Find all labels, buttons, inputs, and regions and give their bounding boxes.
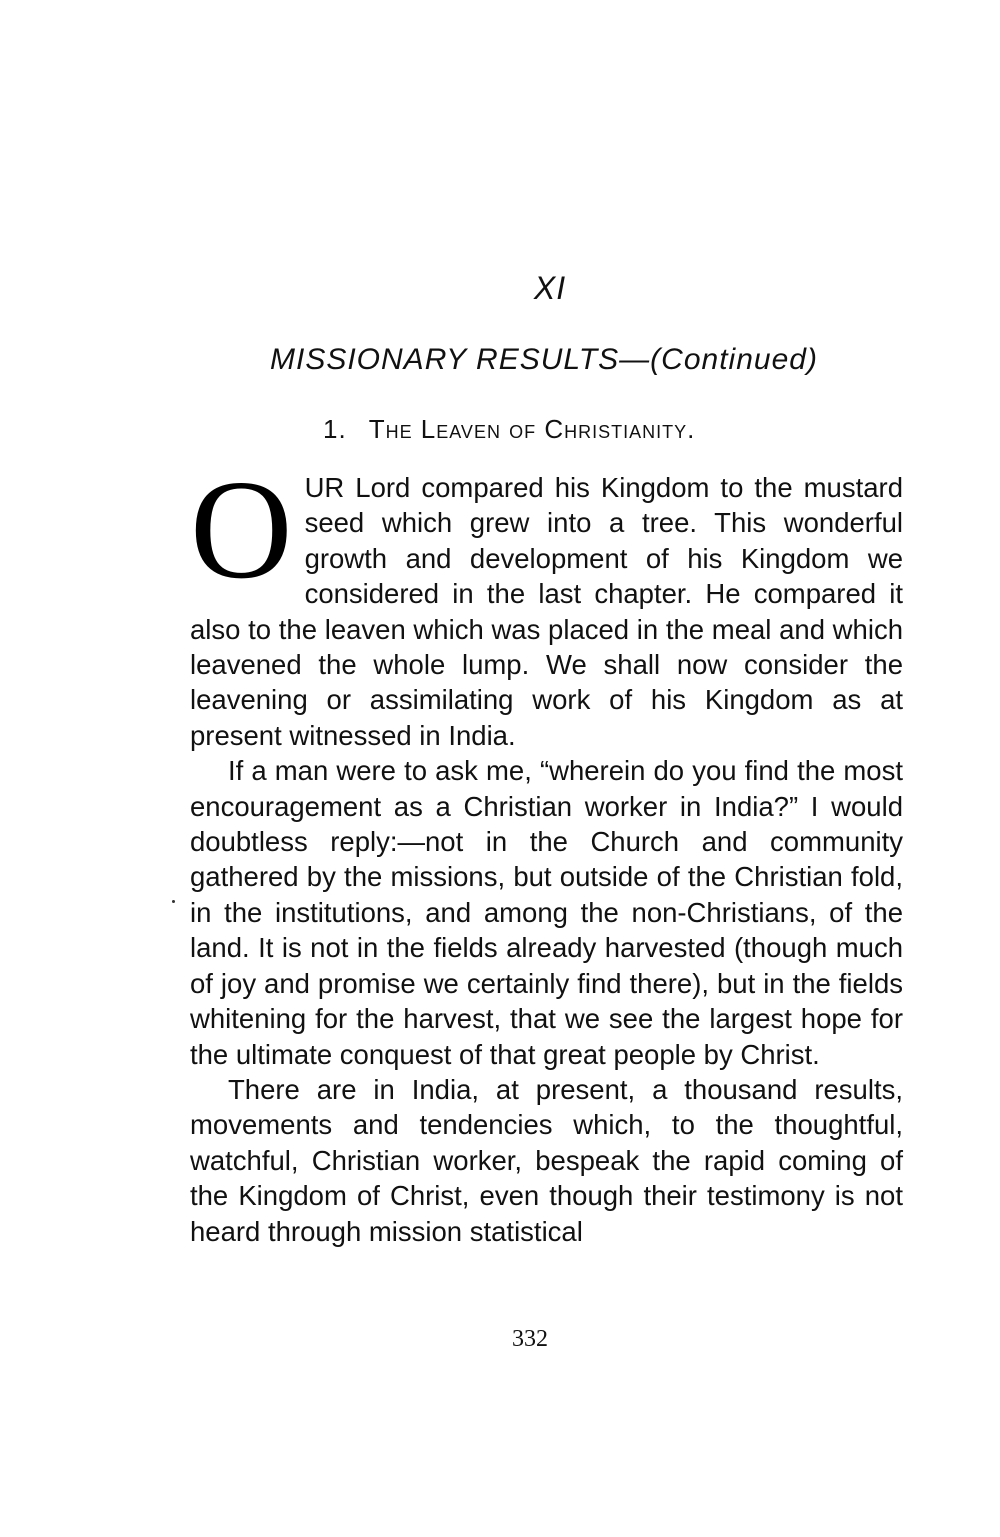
section-number: 1. [323,414,347,444]
section-heading [323,414,695,445]
paragraph-3: There are in India, at present, a thousand results, movements and tendencies which, to the thoughtful, watchful, Christian worker, bespeak the rapid coming of the Kingdom of Christ, even though their testimony is not heard through mission statistical [190,1073,903,1247]
paragraph-2: If a man were to ask me, “wherein do you find the most encouragement as a Christian worker in India?” I would doubtless reply:—not in the Church and community gathered by the missions, but outside of the Christian fold, in the institutions, and among the non-Christians, of the land. It is not in the fields already harvested (though much of joy and promise we certainly find there), but in the fields whitening for the harvest, that we see the largest hope for the ultimate conquest of that great people by Christ. [190,755,903,1070]
paragraph-1 [190,450,903,753]
chapter-number: XI [533,270,567,306]
section-title: The Leaven of Christianity. [368,414,696,444]
body-text [190,450,903,1249]
page-number: 332 [512,1326,548,1352]
scan-speck [172,900,175,903]
drop-cap: O [190,450,293,608]
paragraph-1-text: UR Lord compared his Kingdom to the mustard seed which grew into a tree. This wonderful growth and development of his Kingdom we considered in the last chapter. He compared it also to the leaven which was placed in the meal and which leavened the whole lump. We shall now consider the leavening or assimilating work of his Kingdom as at present witnessed in India. [190,472,903,751]
chapter-title: MISSIONARY RESULTS—(Continued) [270,343,818,376]
